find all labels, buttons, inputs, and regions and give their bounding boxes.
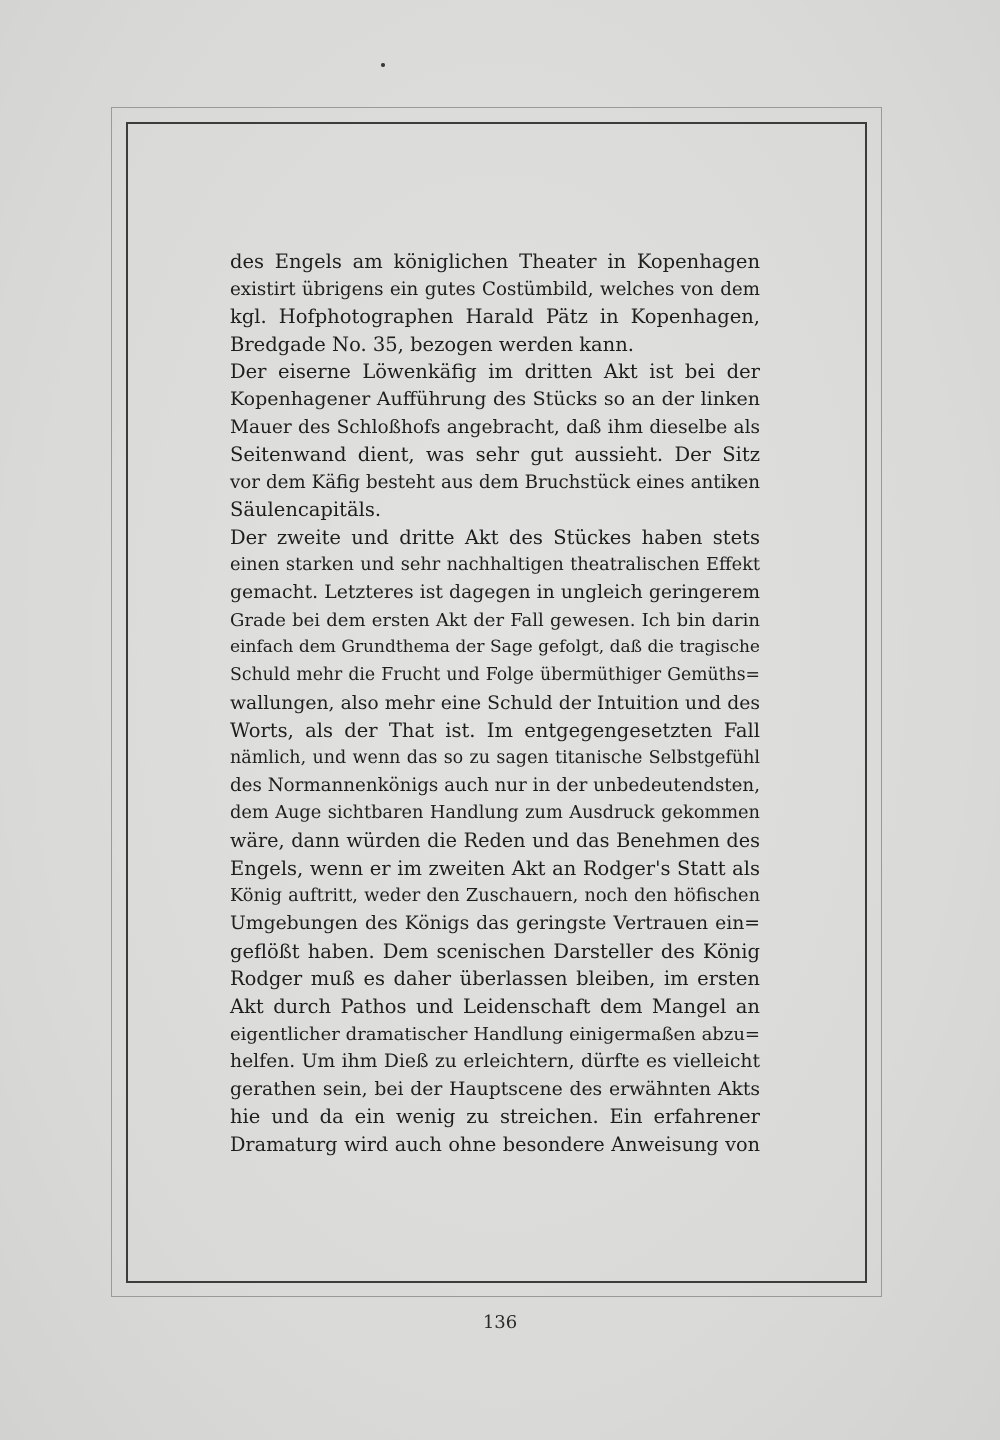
body-text bbox=[230, 248, 760, 1159]
text-line: Der eiserne Löwenkäfig im dritten Akt ist bei der bbox=[230, 360, 760, 384]
text-line: Worts, als der That ist. Im entgegengesetzten Fall bbox=[230, 719, 760, 743]
page-number: 136 bbox=[482, 1312, 518, 1333]
text-line: Der zweite und dritte Akt des Stückes haben stets bbox=[230, 525, 760, 549]
text-line: gemacht. Letzteres ist dagegen in ungleich geringerem bbox=[230, 582, 760, 604]
text-line: helfen. Um ihm Dieß zu erleichtern, dürfte es vielleicht bbox=[230, 1051, 760, 1073]
text-line: einfach dem Grundthema der Sage gefolgt, daß die tragische bbox=[230, 637, 760, 658]
text-line: König auftritt, weder den Zuschauern, noch den höfischen bbox=[230, 885, 760, 906]
text-line: wallungen, also mehr eine Schuld der Intuition und des bbox=[230, 692, 760, 714]
text-line: Schuld mehr die Frucht und Folge übermüthiger Gemüths= bbox=[230, 664, 760, 685]
text-line: hie und da ein wenig zu streichen. Ein erfahrener bbox=[230, 1105, 760, 1129]
text-line: Bredgade No. 35, bezogen werden kann. bbox=[230, 332, 634, 356]
text-line: eigentlicher dramatischer Handlung einigermaßen abzu= bbox=[230, 1023, 760, 1045]
text-line: Seitenwand dient, was sehr gut aussieht. Der Sitz bbox=[230, 443, 760, 467]
text-line: existirt übrigens ein gutes Costümbild, welches von dem bbox=[230, 278, 760, 300]
text-line: kgl. Hofphotographen Harald Pätz in Kopenhagen, bbox=[230, 305, 760, 329]
text-line: vor dem Käfig besteht aus dem Bruchstück eines antiken bbox=[230, 471, 760, 493]
text-line: des Normannenkönigs auch nur in der unbedeutendsten, bbox=[230, 775, 760, 797]
text-line: Mauer des Schloßhofs angebracht, daß ihm dieselbe als bbox=[230, 416, 760, 438]
text-line: einen starken und sehr nachhaltigen theatralischen Effekt bbox=[230, 554, 760, 575]
text-line: gerathen sein, bei der Hauptscene des erwähnten Akts bbox=[230, 1078, 760, 1100]
text-line: geflößt haben. Dem scenischen Darsteller des König bbox=[230, 939, 760, 963]
ink-speck bbox=[381, 63, 385, 67]
text-line: Engels, wenn er im zweiten Akt an Rodger's Statt als bbox=[230, 857, 760, 881]
text-line: wäre, dann würden die Reden und das Benehmen des bbox=[230, 829, 760, 853]
text-line: Umgebungen des Königs das geringste Vertrauen ein= bbox=[230, 913, 760, 935]
text-line: nämlich, und wenn das so zu sagen titanische Selbstgefühl bbox=[230, 747, 760, 768]
text-line: Akt durch Pathos und Leidenschaft dem Mangel an bbox=[230, 995, 760, 1019]
text-line: Dramaturg wird auch ohne besondere Anweisung von bbox=[230, 1133, 760, 1156]
text-line: dem Auge sichtbaren Handlung zum Ausdruck gekommen bbox=[230, 802, 760, 823]
text-line: Kopenhagener Aufführung des Stücks so an der linken bbox=[230, 387, 760, 410]
text-line: des Engels am königlichen Theater in Kopenhagen bbox=[230, 250, 760, 273]
text-line: Grade bei dem ersten Akt der Fall gewesen. Ich bin darin bbox=[230, 609, 760, 631]
text-line: Säulencapitäls. bbox=[230, 498, 382, 522]
text-line: Rodger muß es daher überlassen bleiben, im ersten bbox=[230, 967, 760, 991]
